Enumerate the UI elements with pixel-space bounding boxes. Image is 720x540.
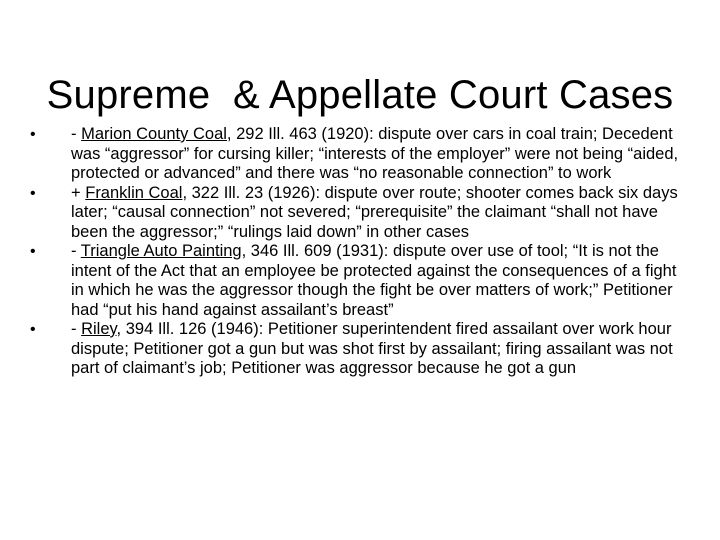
case-bullet-franklin-coal	[30, 184, 680, 243]
case-prefix: -	[71, 242, 81, 260]
bullet-point-icon: •	[30, 126, 36, 143]
slide-title: Supreme & Appellate Court Cases	[46, 72, 674, 117]
case-bullet-marion-county-coal	[30, 125, 680, 184]
case-bullet-riley	[30, 320, 680, 379]
case-description: , 322 Ill. 23 (1926): dispute over route; shooter comes back six days later; “causal connection” not severed; “prerequisite” the claimant “shall not have been the aggressor;” “rulings laid down” in other cases	[71, 183, 678, 241]
case-prefix: +	[71, 183, 86, 202]
case-description: , 346 Ill. 609 (1931): dispute over use of tool; “It is not the intent of the Act that an employee be protected against the consequences of a fight in which he was the aggressor though the fight be over matters of work;” Petitioner had “put his hand against assailant’s breast”	[71, 242, 677, 319]
case-bullet-triangle-auto-painting	[30, 242, 680, 320]
case-prefix: -	[71, 125, 82, 143]
case-name: Triangle Auto Painting	[80, 242, 242, 260]
bullet-point-icon: •	[30, 184, 36, 202]
case-description: , 292 Ill. 463 (1920): dispute over cars in coal train; Decedent was “aggressor” for cursing killer; “interests of the employer” were not being “aided, protected or advanced” and there was “no reasonable connection” to work	[71, 125, 679, 182]
bullet-point-icon: •	[30, 243, 36, 260]
case-description: , 394 Ill. 126 (1946): Petitioner superintendent fired assailant over work hour dispute; Petitioner got a gun but was shot first by assailant; firing assailant was not part of claimant’s job; Petitioner was aggressor because he got a gun	[71, 320, 673, 377]
bullet-point-icon: •	[30, 321, 36, 338]
case-prefix: -	[71, 320, 82, 338]
case-name: Franklin Coal	[85, 183, 183, 202]
case-name: Riley	[81, 320, 117, 338]
case-name: Marion County Coal	[81, 125, 227, 143]
case-list	[30, 125, 680, 379]
